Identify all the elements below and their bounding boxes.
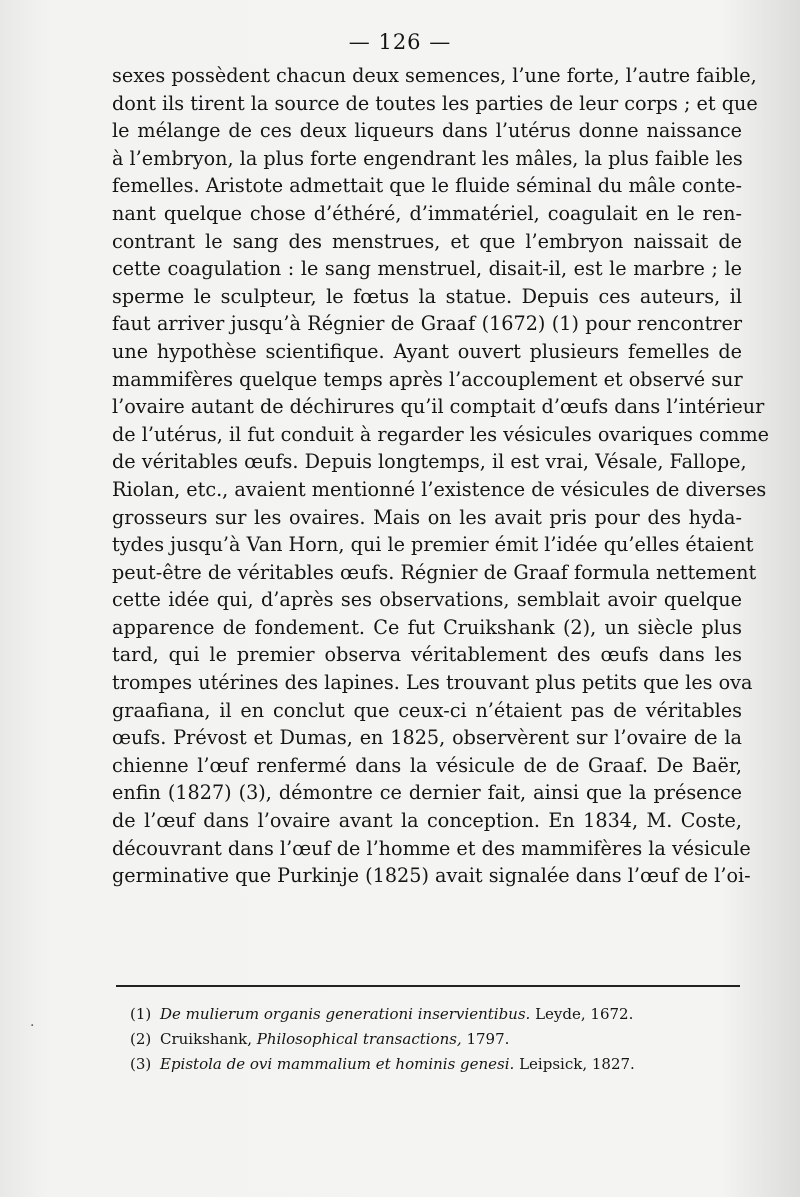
- footnote-rule: [116, 985, 740, 987]
- text-line: tard, qui le premier observa véritablement des œufs dans les: [112, 643, 742, 667]
- text-line: le mélange de ces deux liqueurs dans l’utérus donne naissance: [112, 119, 742, 143]
- text-line: de véritables œufs. Depuis longtemps, il est vrai, Vésale, Fallope,: [112, 450, 747, 474]
- text-line: mammifères quelque temps après l’accouplement et observé sur: [112, 367, 743, 391]
- text-line: chienne l’œuf renfermé dans la vésicule de de Graaf. De Baër,: [112, 753, 742, 777]
- footnote-3: [130, 1052, 740, 1077]
- footnote-title: Philosophical transactions,: [256, 1030, 462, 1048]
- footnotes: [130, 1002, 740, 1077]
- text-line: dont ils tirent la source de toutes les parties de leur corps ; et que: [112, 91, 758, 115]
- footnote-number: (1): [130, 1005, 152, 1023]
- footnote-title: De mulierum organis generationi inservientibus.: [160, 1005, 531, 1023]
- text-line: cette coagulation : le sang menstruel, disait-il, est le marbre ; le: [112, 257, 742, 281]
- margin-mark: ·: [30, 1018, 35, 1034]
- footnote-2: [130, 1027, 740, 1052]
- text-line: faut arriver jusqu’à Régnier de Graaf (1672) (1) pour rencontrer: [112, 312, 742, 336]
- text-line: sexes possèdent chacun deux semences, l’une forte, l’autre faible,: [112, 64, 757, 87]
- text-line: femelles. Aristote admettait que le fluide séminal du mâle conte-: [112, 174, 742, 198]
- text-line: à l’embryon, la plus forte engendrant les mâles, la plus faible les: [112, 146, 743, 170]
- footnote-1: [130, 1002, 740, 1027]
- footnote-detail: 1797.: [461, 1030, 510, 1048]
- footnote-number: (2): [130, 1030, 152, 1048]
- text-line: grosseurs sur les ovaires. Mais on les avait pris pour des hyda-: [112, 505, 742, 529]
- footnote-detail: Leipsick, 1827.: [514, 1055, 635, 1073]
- footnote-title: Epistola de ovi mammalium et hominis genesi.: [160, 1055, 515, 1073]
- text-line: de l’utérus, il fut conduit à regarder les vésicules ovariques comme: [112, 422, 770, 446]
- footnote-number: (3): [130, 1055, 152, 1073]
- text-line: trompes utérines des lapines. Les trouvant plus petits que les ova: [112, 671, 753, 695]
- text-line: découvrant dans l’œuf de l’homme et des mammifères la vésicule: [112, 836, 751, 860]
- text-line: de l’œuf dans l’ovaire avant la conception. En 1834, M. Coste,: [112, 809, 742, 833]
- page-number: — 126 —: [348, 30, 452, 54]
- text-line: cette idée qui, d’après ses observations, semblait avoir quelque: [112, 588, 742, 612]
- text-line: sperme le sculpteur, le fœtus la statue. Depuis ces auteurs, il: [112, 284, 742, 308]
- text-line: graafiana, il en conclut que ceux-ci n’étaient pas de véritables: [112, 698, 742, 722]
- text-line: Riolan, etc., avaient mentionné l’existence de vésicules de diverses: [112, 477, 767, 501]
- body-text: [112, 62, 770, 890]
- text-line: enfin (1827) (3), démontre ce dernier fait, ainsi que la présence: [112, 781, 742, 805]
- text-line: œufs. Prévost et Dumas, en 1825, observèrent sur l’ovaire de la: [112, 726, 742, 750]
- text-line: contrant le sang des menstrues, et que l’embryon naissait de: [112, 229, 742, 253]
- text-line: germinative que Purkinje (1825) avait signalée dans l’œuf de l’oi-: [112, 864, 751, 888]
- footnote-detail: Leyde, 1672.: [530, 1005, 634, 1023]
- text-line: tydes jusqu’à Van Horn, qui le premier émit l’idée qu’elles étaient: [112, 533, 754, 557]
- text-line: apparence de fondement. Ce fut Cruikshank (2), un siècle plus: [112, 615, 742, 639]
- text-line: l’ovaire autant de déchirures qu’il comptait d’œufs dans l’intérieur: [112, 395, 765, 419]
- text-line: peut-être de véritables œufs. Régnier de Graaf formula nettement: [112, 560, 757, 584]
- footnote-author: Cruikshank,: [160, 1030, 257, 1048]
- text-line: nant quelque chose d’éthéré, d’immatériel, coagulait en le ren-: [112, 201, 742, 225]
- text-line: une hypothèse scientifique. Ayant ouvert plusieurs femelles de: [112, 339, 742, 363]
